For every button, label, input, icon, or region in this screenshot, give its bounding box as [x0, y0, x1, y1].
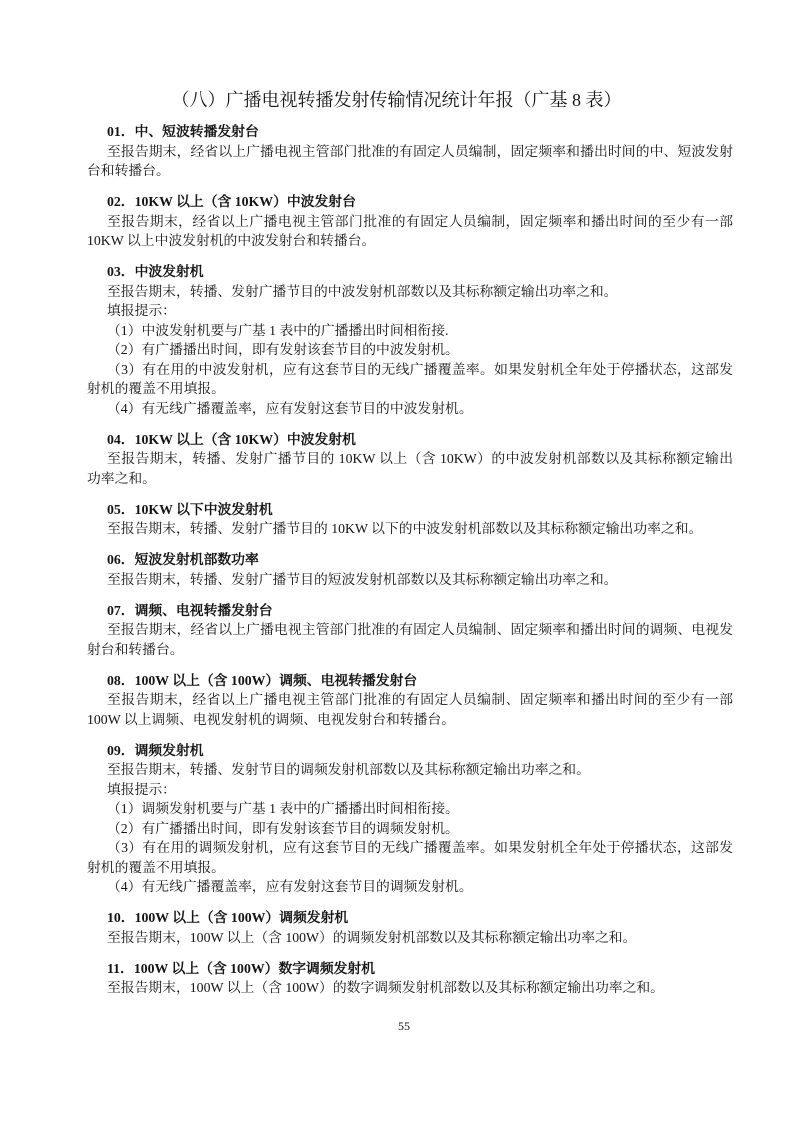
- section: [87, 741, 733, 897]
- section: [87, 550, 733, 589]
- definition-line: 10KW 以上中波发射机的中波发射台和转播台。: [87, 233, 376, 248]
- definition: [87, 282, 733, 302]
- definition: [87, 928, 733, 948]
- hint-item: [87, 321, 733, 341]
- hint-item: [87, 399, 733, 419]
- hint-label: 填报提示：: [107, 303, 176, 318]
- definition-line: 至报告期末，转播、发射广播节目的 10KW 以下的中波发射机部数以及其标称额定输出功率之和。: [107, 521, 703, 536]
- hint-item-line: （4）有无线广播覆盖率，应有发射这套节目的调频发射机。: [107, 879, 473, 894]
- section: [87, 122, 733, 181]
- definition-line: 台和转播台。: [87, 163, 170, 178]
- hint-item: [87, 799, 733, 819]
- definition: [87, 570, 733, 590]
- definition-line: 至报告期末，100W 以上（含 100W）的调频发射机部数以及其标称额定输出功率之和。: [107, 929, 637, 945]
- definition: [87, 978, 733, 998]
- section-heading: 02．10KW 以上（含 10KW）中波发射台: [107, 194, 356, 209]
- page-number: 55: [398, 1019, 410, 1033]
- section-heading: 04．10KW 以上（含 10KW）中波发射机: [107, 431, 356, 447]
- section: [87, 959, 733, 998]
- section-heading: 10．100W 以上（含 100W）调频发射机: [107, 910, 349, 925]
- definition-line: 至报告期末，转播、发射广播节目的中波发射机部数以及其标称额定输出功率之和。: [107, 283, 618, 299]
- section-heading: 11．100W 以上（含 100W）数字调频发射机: [107, 960, 376, 976]
- definition-line: 至报告期末，经省以上广播电视主管部门批准的有固定人员编制，固定频率和播出时间的至少有一部: [107, 213, 733, 229]
- section-heading: 06．短波发射机部数功率: [107, 552, 259, 567]
- definition-line: 100W 以上调频、电视发射机的调频、电视发射台和转播台。: [87, 711, 456, 727]
- section: [87, 430, 733, 489]
- hint-item: [87, 819, 733, 839]
- section-heading: 08．100W 以上（含 100W）调频、电视转播发射台: [107, 672, 418, 688]
- section-heading: 07．调频、电视转播发射台: [107, 602, 273, 618]
- section: [87, 500, 733, 539]
- section: [87, 192, 733, 251]
- definition: [87, 760, 733, 780]
- section: [87, 601, 733, 660]
- hint-item-line: 射机的覆盖不用填报。: [87, 859, 225, 875]
- hint-item: [87, 360, 733, 399]
- section-heading: 01．中、短波转播发射台: [107, 124, 259, 139]
- definition-line: 至报告期末，转播、发射广播节目的 10KW 以上（含 10KW）的中波发射机部数以及其标称额定输出: [107, 451, 733, 466]
- section-heading: 05．10KW 以下中波发射机: [107, 501, 273, 517]
- hint-item: [87, 877, 733, 897]
- section: [87, 262, 733, 418]
- hint-item-line: （3）有在用的调频发射机，应有这套节目的无线广播覆盖率。如果发射机全年处于停播状态，这部发: [107, 840, 733, 855]
- definition: [87, 449, 733, 488]
- hint-item-line: 射机的覆盖不用填报。: [87, 381, 225, 396]
- definition-line: 至报告期末，经省以上广播电视主管部门批准的有固定人员编制、固定频率和播出时间的至少有一部: [107, 692, 733, 707]
- section-heading: 03．中波发射机: [107, 264, 204, 279]
- definition: [87, 212, 733, 251]
- hint-item: [87, 838, 733, 877]
- hint-item: [87, 340, 733, 360]
- definition-line: 至报告期末，100W 以上（含 100W）的数字调频发射机部数以及其标称额定输出功率之和。: [107, 980, 664, 995]
- section: [87, 671, 733, 730]
- definition: [87, 620, 733, 659]
- page-title: （八）广播电视转播发射传输情况统计年报（广基 8 表）: [171, 90, 622, 110]
- definition-line: 射台和转播台。: [87, 641, 184, 657]
- definition-line: 功率之和。: [87, 470, 156, 486]
- definition-line: 至报告期末，经省以上广播电视主管部门批准的有固定人员编制、固定频率和播出时间的调频、电视发: [107, 622, 733, 637]
- hint-item-line: （3）有在用的中波发射机，应有这套节目的无线广播覆盖率。如果发射机全年处于停播状态，这部发: [107, 361, 733, 377]
- hint-item-line: （4）有无线广播覆盖率，应有发射这套节目的中波发射机。: [107, 400, 473, 416]
- hint-label: 填报提示：: [107, 781, 176, 797]
- hint-item-line: （1）中波发射机要与广基 1 表中的广播播出时间相衔接.: [107, 322, 449, 338]
- definition: [87, 690, 733, 729]
- definition: [87, 519, 733, 539]
- hint-item-line: （2）有广播播出时间，即有发射该套节目的调频发射机。: [107, 820, 459, 836]
- definition: [87, 142, 733, 181]
- hint-item-line: （1）调频发射机要与广基 1 表中的广播播出时间相衔接。: [107, 801, 459, 816]
- definition-line: 至报告期末，转播、发射广播节目的短波发射机部数以及其标称额定输出功率之和。: [107, 571, 618, 587]
- section-heading: 09．调频发射机: [107, 742, 204, 758]
- definition-line: 至报告期末，转播、发射节目的调频发射机部数以及其标称额定输出功率之和。: [107, 762, 590, 777]
- document-body: [87, 122, 733, 998]
- hint-item-line: （2）有广播播出时间，即有发射该套节目的中波发射机。: [107, 342, 459, 357]
- definition-line: 至报告期末，经省以上广播电视主管部门批准的有固定人员编制，固定频率和播出时间的中、短波发射: [107, 143, 733, 159]
- section: [87, 908, 733, 947]
